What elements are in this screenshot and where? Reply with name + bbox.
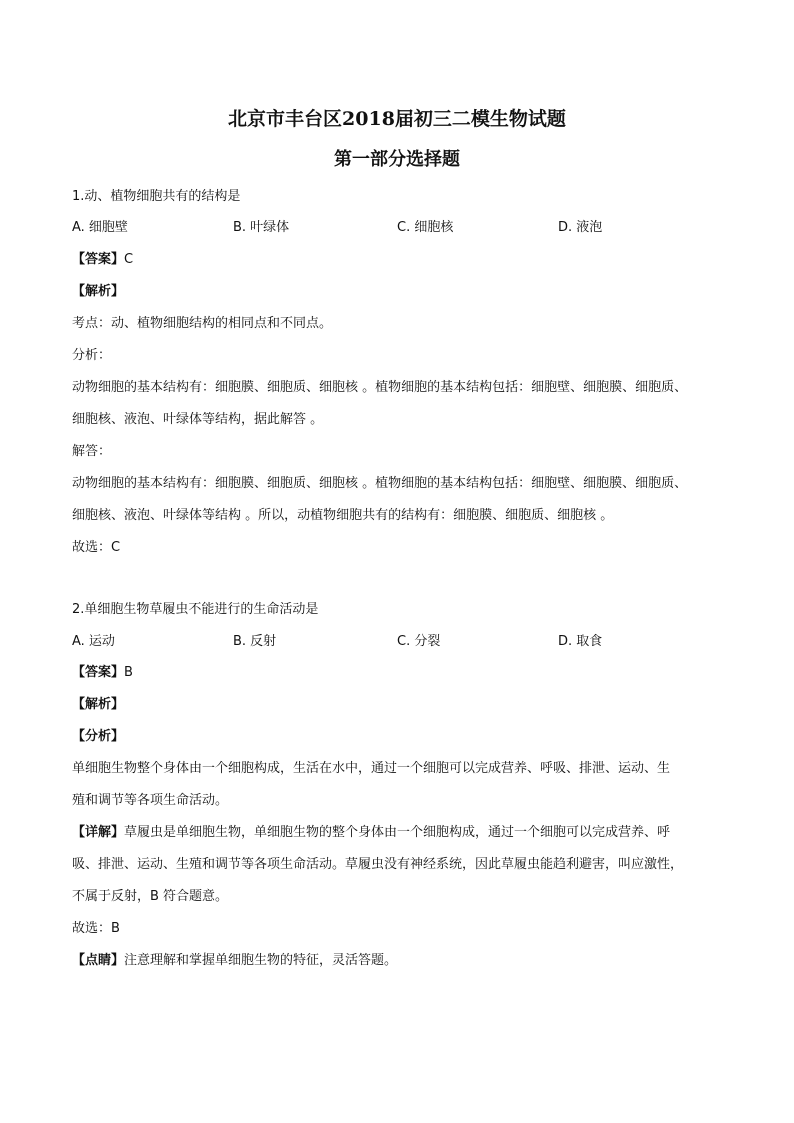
q1-option-b: B. 叶绿体 (233, 220, 290, 235)
q2-stem: 2.单细胞生物草履虫不能进行的生命活动是 (72, 602, 319, 617)
fenxi-tag: 【分析】 (72, 729, 125, 744)
q2-xiangjie-line1 (72, 816, 726, 849)
q2-xiangjie-line2: 吸、排泄、运动、生殖和调节等各项生命活动。草履虫没有神经系统，因此草履虫能趋利避害，叫应激性， (72, 857, 684, 872)
analysis-tag: 【解析】 (72, 284, 125, 299)
q1-option-d: D. 液泡 (558, 220, 603, 235)
q2-fenxi-tag (72, 720, 726, 753)
q1-stem: 1.动、植物细胞共有的结构是 (72, 189, 241, 204)
answer-tag: 【答案】 (72, 252, 125, 267)
q2-option-b: B. 反射 (233, 634, 277, 649)
document-title: 北京市丰台区2018届初三二模生物试题 (228, 108, 566, 130)
q1-jieda-label: 解答： (72, 444, 112, 459)
q2-analysis-tag (72, 688, 726, 721)
q1-fenxi-line1: 动物细胞的基本结构有：细胞膜、细胞质、细胞核 。植物细胞的基本结构包括：细胞壁、细胞膜、细胞质、 (72, 380, 688, 395)
section-title: 第一部分选择题 (334, 149, 460, 170)
q1-kaodian: 考点：动、植物细胞结构的相同点和不同点。 (72, 316, 333, 331)
q1-answer (72, 243, 726, 276)
q2-answer (72, 656, 726, 689)
q2-fenxi-line2: 殖和调节等各项生命活动。 (72, 793, 229, 808)
q2-option-c: C. 分裂 (397, 634, 441, 649)
q2-option-d: D. 取食 (558, 634, 603, 649)
xiangjie-tag: 【详解】 (72, 825, 125, 840)
analysis-tag: 【解析】 (72, 697, 125, 712)
q2-fenxi-line1: 单细胞生物整个身体由一个细胞构成，生活在水中，通过一个细胞可以完成营养、呼吸、排泄、运动、生 (72, 761, 671, 776)
answer-value: C (124, 252, 134, 267)
answer-value: B (124, 665, 133, 680)
q1-fenxi-line2: 细胞核、液泡、叶绿体等结构，据此解答 。 (72, 412, 324, 427)
q2-guxuan: 故选：B (72, 921, 120, 936)
q1-option-c: C. 细胞核 (397, 220, 454, 235)
q1-analysis-tag (72, 275, 726, 308)
q1-jieda-line1: 动物细胞的基本结构有：细胞膜、细胞质、细胞核 。植物细胞的基本结构包括：细胞壁、细胞膜、细胞质、 (72, 476, 688, 491)
q2-xiangjie-line3: 不属于反射，B 符合题意。 (72, 889, 229, 904)
dianjing-text: 注意理解和掌握单细胞生物的特征，灵活答题。 (124, 953, 398, 968)
q1-jieda-line2: 细胞核、液泡、叶绿体等结构 。所以，动植物细胞共有的结构有：细胞膜、细胞质、细胞核 。 (72, 508, 614, 523)
q1-fenxi-label: 分析： (72, 348, 112, 363)
q1-option-a: A. 细胞壁 (72, 220, 128, 235)
xiangjie-text: 草履虫是单细胞生物，单细胞生物的整个身体由一个细胞构成，通过一个细胞可以完成营养、呼 (124, 825, 671, 840)
q2-option-a: A. 运动 (72, 634, 115, 649)
q1-guxuan: 故选：C (72, 540, 121, 555)
dianjing-tag: 【点睛】 (72, 953, 125, 968)
q2-dianjing (72, 944, 726, 977)
answer-tag: 【答案】 (72, 665, 125, 680)
